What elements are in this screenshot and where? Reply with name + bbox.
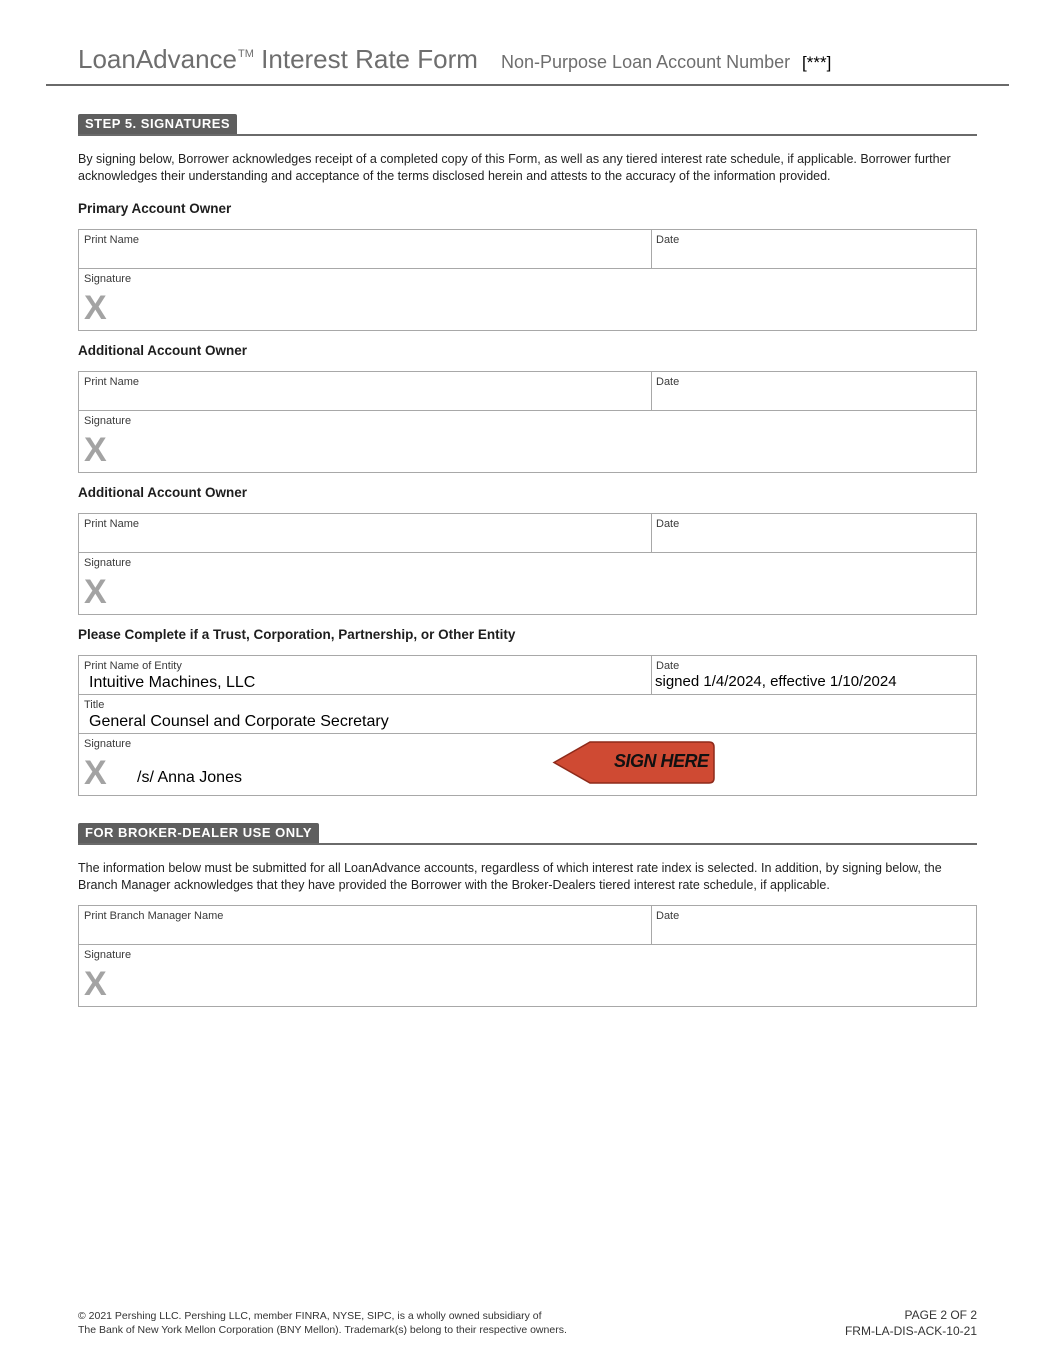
print-name-label: Print Name [84,518,140,530]
date-label: Date [656,910,680,922]
signature-x-mark: X [84,965,107,1003]
broker-date-field[interactable] [651,906,976,944]
page-number: PAGE 2 OF 2 [904,1308,977,1322]
form-id: FRM-LA-DIS-ACK-10-21 [844,1324,977,1338]
signature-x-mark: X [84,573,107,611]
signature-label: Signature [84,557,132,569]
entity-signature-field[interactable] [79,734,976,795]
footer-line-2: The Bank of New York Mellon Corporation (BNY Mellon). Trademark(s) belong to their respective owners. [78,1324,567,1336]
title-label: Title [84,699,105,711]
additional-1-date-field[interactable] [651,372,976,410]
primary-name-row [79,230,976,269]
additional-owner-1-heading: Additional Account Owner [78,343,248,358]
footer-line-1: © 2021 Pershing LLC. Pershing LLC, member FINRA, NYSE, SIPC, is a wholly owned subsidiary of [78,1310,542,1322]
additional-1-signature-field[interactable] [79,411,976,472]
section-signatures-heading: STEP 5. SIGNATURES [78,114,237,134]
entity-date-field[interactable] [651,656,976,694]
additional-owner-2-box [78,513,977,615]
primary-owner-heading: Primary Account Owner [78,201,232,216]
primary-signature-field[interactable] [79,269,976,330]
footer-copyright [78,1309,567,1337]
entity-print-name-field[interactable] [79,656,652,694]
broker-name-row [79,906,976,945]
additional-owner-1-box [78,371,977,473]
signature-x-mark: X [84,289,107,327]
entity-heading: Please Complete if a Trust, Corporation, Partnership, or Other Entity [78,627,516,642]
footer-page-info [845,1307,977,1339]
entity-title-value: General Counsel and Corporate Secretary [89,713,389,730]
section-divider [78,134,977,136]
sign-here-label: SIGN HERE [614,751,709,771]
section-broker-dealer-heading: FOR BROKER-DEALER USE ONLY [78,823,319,843]
section-divider [78,843,977,845]
trademark-mark: TM [238,48,254,60]
additional-2-print-name-field[interactable] [79,514,652,552]
account-number-value: [***] [802,53,832,72]
primary-owner-box [78,229,977,331]
additional-owner-2-heading: Additional Account Owner [78,485,248,500]
additional-1-name-row [79,372,976,411]
signature-label: Signature [84,949,132,961]
signatures-intro: By signing below, Borrower acknowledges receipt of a completed copy of this Form, as well as any tiered interest rate schedule, if applicable. Borrower further acknowledges their understanding and acceptance of the terms disclosed herein and attests to the accuracy of the information provided. [78,152,951,183]
form-title: LoanAdvance™ Interest Rate Form [78,44,478,74]
entity-name-row [79,656,976,695]
signature-x-mark: X [84,431,107,469]
signature-x-mark: X [84,754,107,792]
signature-label: Signature [84,273,132,285]
date-label: Date [656,376,680,388]
signature-label: Signature [84,738,132,750]
sign-here-flag[interactable] [552,740,717,785]
additional-1-print-name-field[interactable] [79,372,652,410]
entity-box [78,655,977,796]
entity-date-value: signed 1/4/2024, effective 1/10/2024 [655,673,897,690]
entity-signature-value: /s/ Anna Jones [137,769,242,786]
section-signatures [78,114,977,136]
primary-date-field[interactable] [651,230,976,268]
entity-name-value: Intuitive Machines, LLC [89,674,256,691]
print-name-label: Print Name [84,376,140,388]
branch-manager-name-field[interactable] [79,906,652,944]
date-label: Date [656,234,680,246]
print-name-of-entity-label: Print Name of Entity [84,660,182,672]
entity-title-field[interactable] [79,695,976,734]
form-header [78,42,1008,82]
additional-2-name-row [79,514,976,553]
broker-box [78,905,977,1007]
header-divider [46,84,1009,86]
account-number-label: Non-Purpose Loan Account Number [501,52,791,72]
signature-label: Signature [84,415,132,427]
section-broker-dealer [78,823,977,845]
date-label: Date [656,660,680,672]
primary-print-name-field[interactable] [79,230,652,268]
date-label: Date [656,518,680,530]
additional-2-date-field[interactable] [651,514,976,552]
print-branch-manager-label: Print Branch Manager Name [84,910,224,922]
broker-signature-field[interactable] [79,945,976,1006]
broker-intro: The information below must be submitted for all LoanAdvance accounts, regardless of which interest rate index is selected. In addition, by signing below, the Branch Manager acknowledges that they have provided the Borrower with the Broker-Dealers tiered interest rate schedule, if applicable. [78,861,942,892]
additional-2-signature-field[interactable] [79,553,976,614]
print-name-label: Print Name [84,234,140,246]
